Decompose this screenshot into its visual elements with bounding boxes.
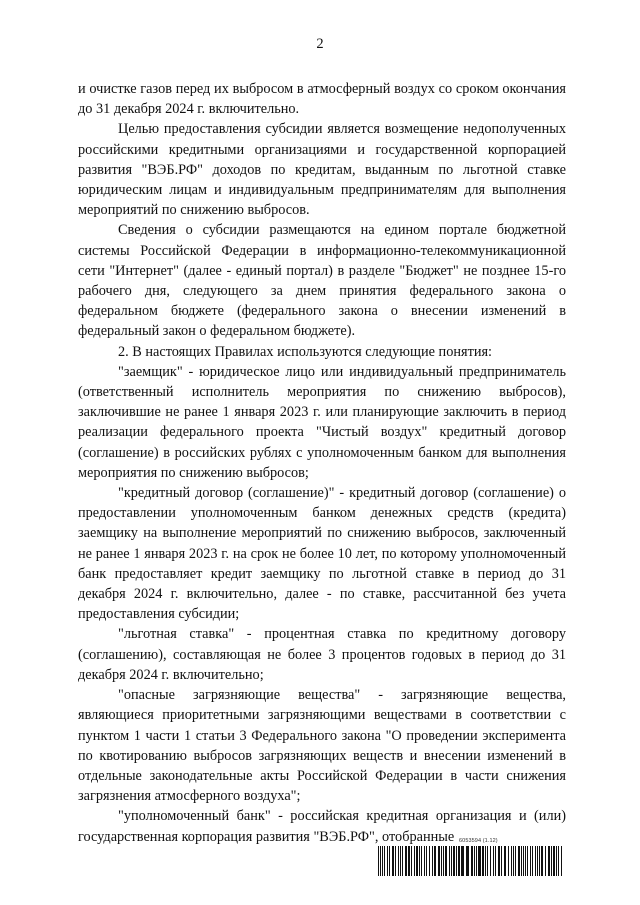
definition-preferential-rate: "льготная ставка" - процентная ставка по кредитному договору (соглашению), составляющая не более 3 процентов годовых в период до 31 декабря 2024 г. включительно;: [78, 626, 566, 683]
definition-authorized-bank: "уполномоченный банк" - российская кредитная организация и (или) государственная корпорация развития "ВЭБ.РФ", отобранные: [78, 808, 566, 845]
paragraph-definitions-intro: 2. В настоящих Правилах используются следующие понятия:: [118, 343, 493, 360]
definition-hazardous-pollutants: "опасные загрязняющие вещества" - загрязняющие вещества, являющиеся приоритетными загрязняющими веществами в соответствии с пунктом 1 части 1 статьи 3 Федерального закона "О проведении эксперимента по квотированию выбросов загрязняющих веществ и внесении изменений в отдельные законодательные акты Российской Федерации в части снижения загрязнения атмосферного воздуха";: [78, 687, 566, 805]
paragraph-subsidy-purpose: Целью предоставления субсидии является возмещение недополученных российскими кредитными организациями и государственной корпорацией развития "ВЭБ.РФ" доходов по кредитам, выданным по льготной ставке юридическим лицам и индивидуальным предпринимателям для выполнения мероприятий по снижению выбросов.: [78, 121, 566, 219]
definition-credit-agreement: "кредитный договор (соглашение)" - кредитный договор (соглашение) о предоставлении уполномоченным банком денежных средств (кредита) заемщику на выполнение мероприятий по снижению выбросов, заключенный не ранее 1 января 2023 г. на срок не более 10 лет, по которому уполномоченный банк предоставляет кредит заемщику по льготной ставке в период до 31 декабря 2024 г. включительно, далее - по ставке, рассчитанной без учета предоставления субсидии;: [78, 485, 566, 623]
page-number: 2: [316, 36, 324, 52]
document-code: 6053594 (1.12): [459, 838, 498, 844]
barcode-icon: [378, 846, 563, 876]
paragraph-continuation: и очистке газов перед их выбросом в атмосферный воздух со сроком окончания до 31 декабря 2024 г. включительно.: [78, 81, 566, 118]
document-body: [78, 79, 566, 847]
paragraph-subsidy-publication: Сведения о субсидии размещаются на едином портале бюджетной системы Российской Федерации в информационно-телекоммуникационной сети "Интернет" (далее - единый портал) в разделе "Бюджет" не позднее 15-го рабочего дня, следующего за днем принятия федерального закона о федеральном бюджете (федерального закона о внесении изменений в федеральный закон о федеральном бюджете).: [78, 222, 566, 340]
definition-borrower: "заемщик" - юридическое лицо или индивидуальный предприниматель (ответственный исполнитель мероприятия по снижению выбросов), заключившие не ранее 1 января 2023 г. или планирующие заключить в период реализации федерального проекта "Чистый воздух" кредитный договор (соглашение) в российских рублях с уполномоченным банком для выполнения мероприятия по снижению выбросов;: [78, 363, 566, 481]
